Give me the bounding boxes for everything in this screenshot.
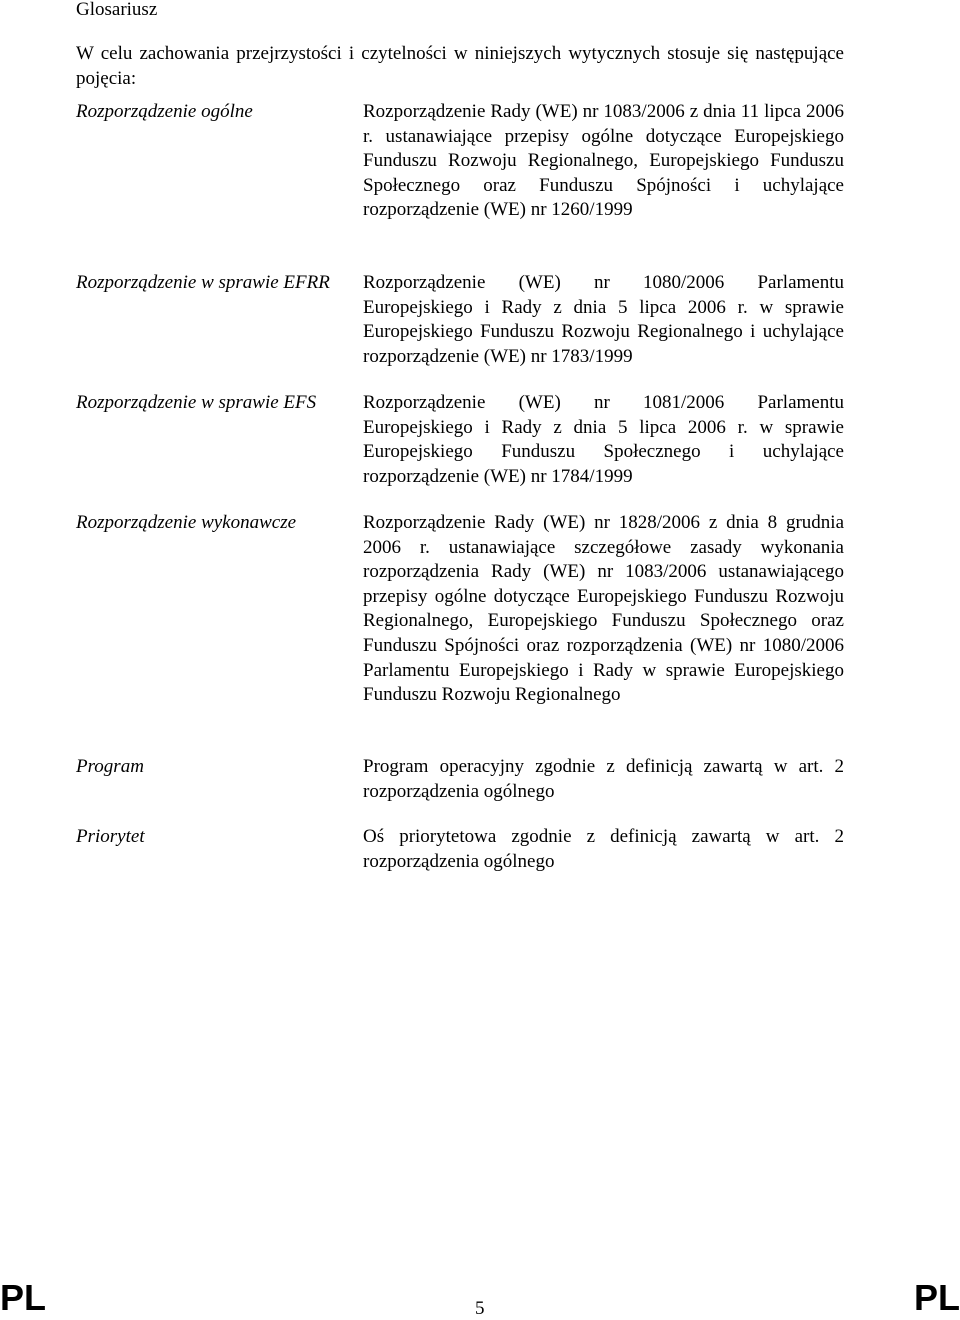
- glossary-term: Rozporządzenie w sprawie EFS: [76, 392, 317, 413]
- glossary-term: Priorytet: [76, 826, 145, 847]
- glossary-definition: Rozporządzenie Rady (WE) nr 1083/2006 z dnia 11 lipca 2006 r. ustanawiające przepisy ogólne dotyczące Europejskiego Funduszu Rozwoju Regionalnego, Europejskiego Funduszu Społecznego oraz Funduszu Spójności i uchylające rozporządzenie (WE) nr 1260/1999: [363, 101, 844, 221]
- glossary-term: Rozporządzenie ogólne: [76, 101, 253, 122]
- intro-paragraph: W celu zachowania przejrzystości i czytelności w niniejszych wytycznych stosuje się następujące pojęcia:: [76, 43, 844, 89]
- footer-language-right: PL: [913, 1277, 960, 1318]
- glossary-definition: Program operacyjny zgodnie z definicją zawartą w art. 2 rozporządzenia ogólnego: [363, 756, 844, 802]
- page-number: 5: [475, 1298, 485, 1319]
- glossary-term: Rozporządzenie wykonawcze: [76, 512, 297, 533]
- glossary-definition: Rozporządzenie Rady (WE) nr 1828/2006 z dnia 8 grudnia 2006 r. ustanawiające szczegółowe zasady wykonania rozporządzenia Rady (WE) nr 1083/2006 ustanawiającego przepisy ogólne dotyczące Europejskiego Funduszu Rozwoju Regionalnego, Europejskiego Funduszu Społecznego oraz Funduszu Spójności oraz rozporządzenia (WE) nr 1080/2006 Parlamentu Europejskiego i Rady w sprawie Europejskiego Funduszu Rozwoju Regionalnego: [363, 512, 844, 706]
- glossary-definition: Rozporządzenie (WE) nr 1081/2006 Parlamentu Europejskiego i Rady z dnia 5 lipca 2006 r. w sprawie Europejskiego Funduszu Społecznego i uchylające rozporządzenie (WE) nr 1784/1999: [363, 392, 844, 487]
- glossary-term: Rozporządzenie w sprawie EFRR: [76, 272, 330, 293]
- glossary-definition: Rozporządzenie (WE) nr 1080/2006 Parlamentu Europejskiego i Rady z dnia 5 lipca 2006 r. w sprawie Europejskiego Funduszu Rozwoju Regionalnego i uchylające rozporządzenie (WE) nr 1783/1999: [363, 272, 844, 367]
- glossary-definition: Oś priorytetowa zgodnie z definicją zawartą w art. 2 rozporządzenia ogólnego: [363, 826, 844, 872]
- footer-language-left: PL: [0, 1277, 47, 1318]
- page-title: Glosariusz: [76, 0, 158, 20]
- glossary-term: Program: [76, 756, 144, 777]
